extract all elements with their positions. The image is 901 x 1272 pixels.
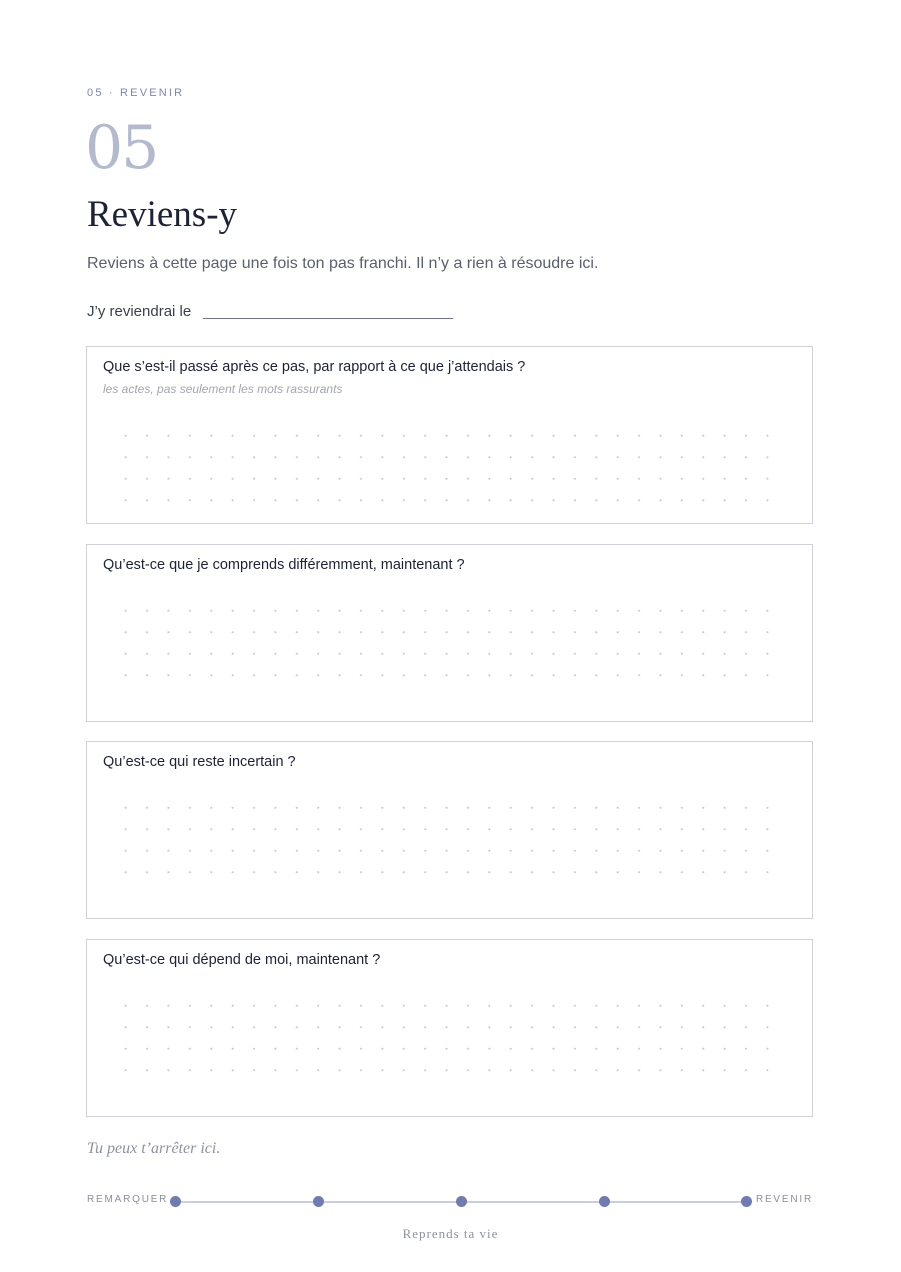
question-text: Qu’est-ce qui reste incertain ?: [103, 754, 296, 770]
question-card-uncertain: [86, 741, 813, 919]
question-text: Que s’est-il passé après ce pas, par rapport à ce que j’attendais ?: [103, 359, 526, 375]
question-text: Qu’est-ce que je comprends différemment, maintenant ?: [103, 557, 465, 573]
dotted-writing-area[interactable]: [115, 995, 787, 1083]
intro-text: Reviens à cette page une fois ton pas franchi. Il n’y a rien à résoudre ici.: [87, 255, 599, 272]
footer-brand: Reprends ta vie: [402, 1226, 499, 1241]
dotted-writing-area[interactable]: [115, 797, 787, 885]
return-date-field[interactable]: [203, 318, 453, 319]
page-title: Reviens-y: [87, 194, 238, 235]
question-hint: les actes, pas seulement les mots rassurants: [103, 382, 343, 396]
dotted-writing-area[interactable]: [115, 600, 787, 688]
progress-end-label: REVENIR: [755, 1194, 813, 1205]
progress-start-label: REMARQUER: [87, 1194, 169, 1205]
dotted-writing-area[interactable]: [115, 425, 787, 513]
question-card-control: [86, 939, 813, 1117]
progress-step-2: [313, 1196, 324, 1207]
question-card-understanding: [86, 544, 813, 722]
progress-step-5: [741, 1196, 752, 1207]
progress-step-4: [599, 1196, 610, 1207]
return-date-label: J’y reviendrai le: [87, 303, 192, 320]
question-text: Qu’est-ce qui dépend de moi, maintenant ?: [103, 952, 381, 968]
return-date-row: [87, 303, 453, 320]
section-kicker: 05 · REVENIR: [87, 87, 185, 99]
closing-note: Tu peux t’arrêter ici.: [87, 1140, 221, 1157]
question-card-expectations: [86, 346, 813, 524]
section-number: 05: [85, 113, 158, 183]
progress-step-3: [456, 1196, 467, 1207]
progress-step-1: [170, 1196, 181, 1207]
